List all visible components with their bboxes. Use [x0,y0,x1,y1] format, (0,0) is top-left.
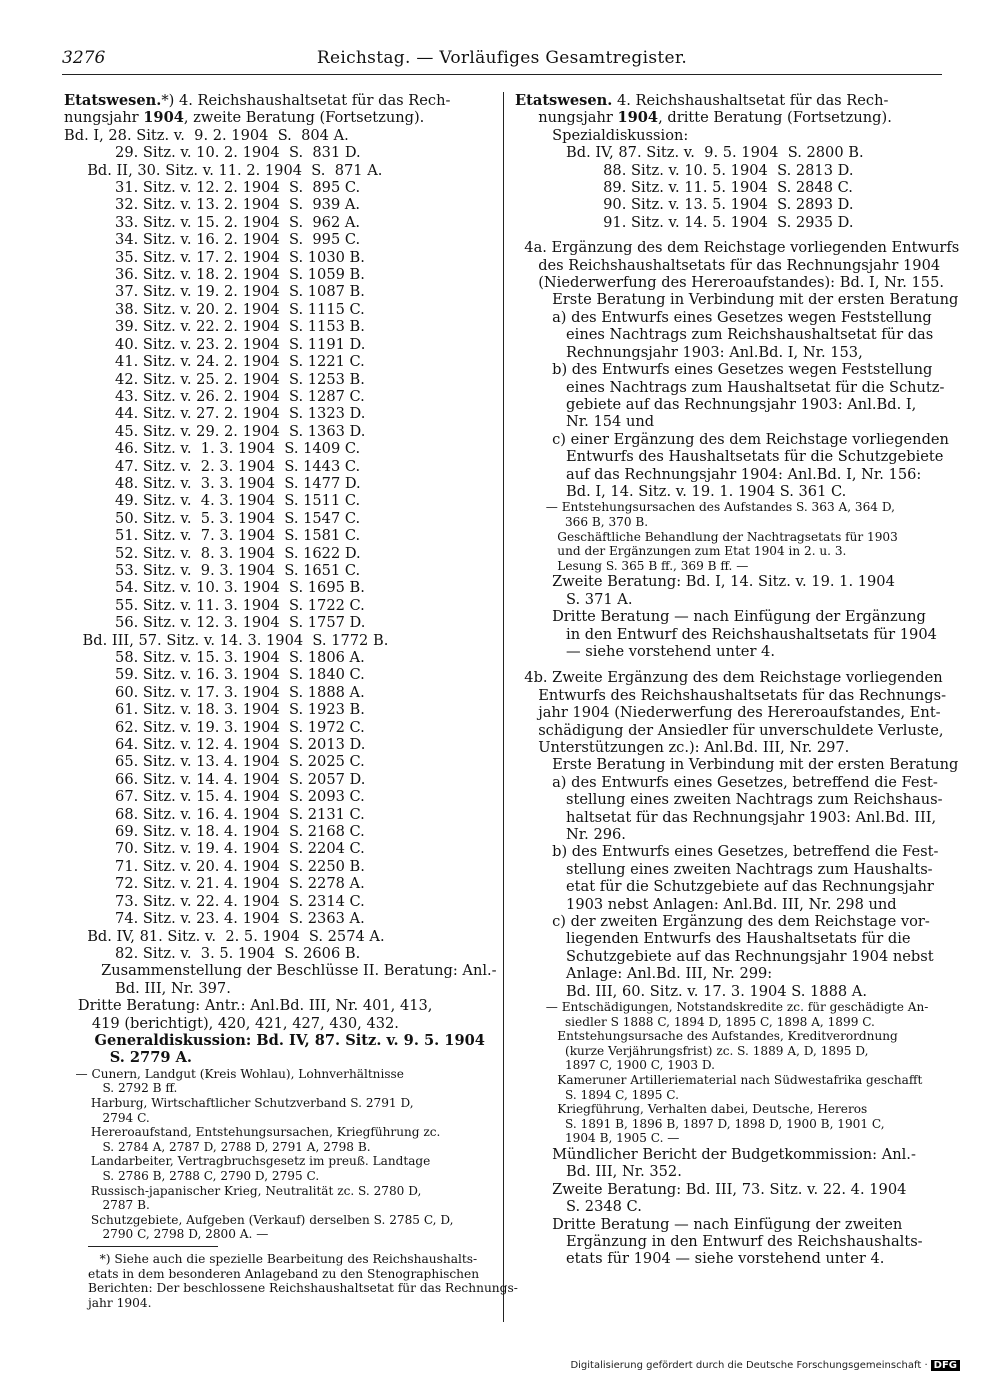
session-line: 74. Sitz. v. 23. 4. 1904 S. 2363 A. [64,910,365,928]
text-line: Zweite Beratung: Bd. I, 14. Sitz. v. 19. 1. 1904 [515,573,895,591]
running-header [62,48,942,74]
entry-4b-beratungen [515,1146,942,1268]
text-line: S. 2348 C. [515,1198,642,1216]
subject-line: — Entstehungsursachen des Aufstandes S. 363 A, 364 D, [515,500,895,515]
session-list [64,127,494,963]
credit-text: Digitalisierung gefördert durch die Deutsche Forschungsgemeinschaft · [570,1360,928,1371]
entry-4b-subjects [515,1000,942,1146]
subject-line: Geschäftliche Behandlung der Nachtragsetats für 1903 [515,529,898,544]
footnote [88,1252,518,1310]
session-line: 67. Sitz. v. 15. 4. 1904 S. 2093 C. [64,788,365,806]
page-number: 3276 [62,48,106,68]
subject-line: 366 B, 370 B. [515,514,649,529]
session-line: 55. Sitz. v. 11. 3. 1904 S. 1722 C. [64,596,365,614]
subject-line: — Cunern, Landgut (Kreis Wohlau), Lohnverhältnisse [64,1066,404,1081]
session-line: 42. Sitz. v. 25. 2. 1904 S. 1253 B. [64,370,365,388]
text-line: in den Entwurf des Reichshaushaltsetats für 1904 [515,625,937,643]
text-line: 419 (berichtigt), 420, 421, 427, 430, 432. [64,1014,399,1032]
session-line: 47. Sitz. v. 2. 3. 1904 S. 1443 C. [64,457,361,475]
session-line: 65. Sitz. v. 13. 4. 1904 S. 2025 C. [64,753,365,771]
text-line: a) des Entwurfs eines Gesetzes, betreffend die Fest- [515,773,938,791]
subject-line: Landarbeiter, Vertragbruchsgesetz im preuß. Landtage [64,1154,431,1169]
session-line: 69. Sitz. v. 18. 4. 1904 S. 2168 C. [64,823,365,841]
dfg-logo: DFG [931,1360,960,1371]
text-line: b) des Entwurfs eines Gesetzes, betreffend die Fest- [515,843,939,861]
text-line: stellung eines zweiten Nachtrags zum Haushalts- [515,860,933,878]
subject-line: Hereroaufstand, Entstehungsursachen, Kriegführung zc. [64,1125,441,1140]
heading-year: 1904 [143,109,184,127]
session-line: 29. Sitz. v. 10. 2. 1904 S. 831 D. [64,144,361,162]
session-line: 90. Sitz. v. 13. 5. 1904 S. 2893 D. [515,196,854,214]
subject-line: 1897 C, 1900 C, 1903 D. [515,1058,715,1073]
text-line: c) einer Ergänzung des dem Reichstage vorliegenden [515,430,949,448]
text-line: Rechnungsjahr 1903: Anl.Bd. I, Nr. 153, [515,343,863,361]
session-line: 58. Sitz. v. 15. 3. 1904 S. 1806 A. [64,649,365,666]
session-line: 70. Sitz. v. 19. 4. 1904 S. 2204 C. [64,840,365,858]
session-line: 50. Sitz. v. 5. 3. 1904 S. 1547 C. [64,509,361,527]
subject-line: Lesung S. 365 B ff., 369 B ff. — [515,558,749,573]
subject-line: Entstehungsursache des Aufstandes, Kreditverordnung [515,1029,898,1044]
text-line: Generaldiskussion: Bd. IV, 87. Sitz. v. 9. 5. 1904 [64,1031,485,1049]
session-line: 49. Sitz. v. 4. 3. 1904 S. 1511 C. [64,492,361,510]
text-line: S. 2779 A. [64,1049,193,1067]
text-line: Schutzgebiete auf das Rechnungsjahr 1904 nebst [515,947,934,965]
subject-line: 2790 C, 2798 D, 2800 A. — [64,1227,269,1242]
session-line: 53. Sitz. v. 9. 3. 1904 S. 1651 C. [64,561,361,579]
session-line: 43. Sitz. v. 26. 2. 1904 S. 1287 C. [64,387,365,405]
text-line: schädigung der Ansiedler für unverschuldete Verluste, [515,721,944,739]
text-line: 4b. Zweite Ergänzung des dem Reichstage vorliegenden [515,669,943,687]
text-line: Bd. III, Nr. 352. [515,1163,682,1181]
entry-4a [515,239,960,500]
subject-line: — Entschädigungen, Notstandskredite zc. für geschädigte An- [515,1000,929,1015]
text-line: Entwurfs des Haushaltsetats für die Schutzgebiete [515,448,944,466]
text-line: Unterstützungen zc.): Anl.Bd. III, Nr. 297. [515,738,850,756]
subject-line: Kriegführung, Verhalten dabei, Deutsche, Hereros [515,1102,868,1117]
text-line: Zusammenstellung der Beschlüsse II. Beratung: Anl.- [64,962,497,980]
session-line: 71. Sitz. v. 20. 4. 1904 S. 2250 B. [64,857,365,875]
session-line: 82. Sitz. v. 3. 5. 1904 S. 2606 B. [64,944,361,962]
subject-line: und der Ergänzungen zum Etat 1904 in 2. u. 3. [515,544,847,559]
footnote-line: etats in dem besonderen Anlageband zu den Stenographischen [88,1266,480,1281]
text-line: c) der zweiten Ergänzung des dem Reichstage vor- [515,913,930,931]
page-title: Reichstag. — Vorläufiges Gesamtregister. [316,48,688,68]
session-line: 37. Sitz. v. 19. 2. 1904 S. 1087 B. [64,283,365,301]
text-line: haltsetat für das Rechnungsjahr 1903: Anl.Bd. III, [515,808,937,826]
subject-index [64,1067,494,1242]
footnote-line: Berichten: Der beschlossene Reichshaushaltsetat für das Rechnungs- [88,1281,518,1296]
text-line: Dritte Beratung — nach Einfügung der Ergänzung [515,608,926,626]
text-line: stellung eines zweiten Nachtrags zum Reichshaus- [515,791,943,809]
text-line: Dritte Beratung — nach Einfügung der zweiten [515,1215,903,1233]
heading-text: , zweite Beratung (Fortsetzung). [183,109,425,127]
footnote-line: jahr 1904. [88,1295,152,1310]
text-line: Erste Beratung in Verbindung mit der ersten Beratung [515,291,959,309]
text-line: b) des Entwurfs eines Gesetzes wegen Feststellung [515,361,933,379]
text-line: Bd. III, 60. Sitz. v. 17. 3. 1904 S. 1888 A. [515,982,867,1000]
footnote-rule [88,1246,218,1247]
text-line: Dritte Beratung: Antr.: Anl.Bd. III, Nr. 401, 413, [64,997,433,1015]
session-line: 51. Sitz. v. 7. 3. 1904 S. 1581 C. [64,527,361,545]
session-line: 73. Sitz. v. 22. 4. 1904 S. 2314 C. [64,892,365,910]
session-line: 48. Sitz. v. 3. 3. 1904 S. 1477 D. [64,474,361,492]
session-line: 89. Sitz. v. 11. 5. 1904 S. 2848 C. [515,179,853,197]
dritte-beratung-entry [64,997,494,1032]
session-line: 56. Sitz. v. 12. 3. 1904 S. 1757 D. [64,614,366,632]
text-line: Nr. 154 und [515,413,655,431]
session-line: 88. Sitz. v. 10. 5. 1904 S. 2813 D. [515,161,854,179]
spezialdiskussion-label: Spezialdiskussion: [515,126,689,144]
digitization-credit [570,1360,960,1371]
text-line: jahr 1904 (Niederwerfung des Hereroaufstandes, Ent- [515,704,941,722]
session-line: 91. Sitz. v. 14. 5. 1904 S. 2935 D. [515,213,854,231]
session-line: 36. Sitz. v. 18. 2. 1904 S. 1059 B. [64,266,365,284]
section-heading: Etatswesen. [64,92,162,109]
text-line: Bd. I, 14. Sitz. v. 19. 1. 1904 S. 361 C. [515,482,847,500]
text-line: — siehe vorstehend unter 4. [515,642,775,660]
heading-year: 1904 [617,109,659,127]
session-line: Bd. I, 28. Sitz. v. 9. 2. 1904 S. 804 A. [64,126,349,144]
session-line: 66. Sitz. v. 14. 4. 1904 S. 2057 D. [64,770,366,788]
session-line: Bd. IV, 81. Sitz. v. 2. 5. 1904 S. 2574 A. [64,927,385,945]
entry-4a-subjects [515,500,942,573]
session-line: 72. Sitz. v. 21. 4. 1904 S. 2278 A. [64,875,365,893]
text-line: auf das Rechnungsjahr 1904: Anl.Bd. I, Nr. 156: [515,465,922,483]
session-line: 61. Sitz. v. 18. 3. 1904 S. 1923 B. [64,701,365,719]
session-line: 52. Sitz. v. 8. 3. 1904 S. 1622 D. [64,544,361,562]
session-line: 46. Sitz. v. 1. 3. 1904 S. 1409 C. [64,440,361,458]
text-line: Erste Beratung in Verbindung mit der ersten Beratung [515,756,959,774]
subject-line: Kameruner Artilleriematerial nach Südwestafrika geschafft [515,1073,923,1088]
session-line: 44. Sitz. v. 27. 2. 1904 S. 1323 D. [64,405,366,423]
right-heading-line2 [515,109,942,126]
subject-line: 1904 B, 1905 C. — [515,1131,680,1146]
subject-line: Russisch-japanischer Krieg, Neutralität zc. S. 2780 D, [64,1183,422,1198]
subject-line: S. 2786 B, 2788 C, 2790 D, 2795 C. [64,1168,320,1183]
entry-4a-beratungen [515,573,942,660]
session-line: 31. Sitz. v. 12. 2. 1904 S. 895 C. [64,179,361,197]
subject-line: siedler S 1888 C, 1894 D, 1895 C, 1898 A, 1899 C. [515,1014,875,1029]
subject-line: 2794 C. [64,1110,150,1125]
heading-text: , dritte Beratung (Fortsetzung). [658,109,892,127]
text-line: Entwurfs des Reichshaushaltsetats für das Rechnungs- [515,686,947,704]
text-line: etats für 1904 — siehe vorstehend unter 4. [515,1250,885,1268]
text-line: S. 371 A. [515,590,633,608]
heading-text: 4. Reichshaushaltsetat für das Rech- [174,92,451,109]
text-line: Zweite Beratung: Bd. III, 73. Sitz. v. 22. 4. 1904 [515,1180,907,1198]
text-line: des Reichshaushaltsetats für das Rechnungsjahr 1904 [515,256,941,274]
text-line: liegenden Entwurfs des Haushaltsetats für die [515,930,911,948]
subject-line: Schutzgebiete, Aufgeben (Verkauf) derselben S. 2785 C, D, [64,1212,454,1227]
right-heading [515,92,942,109]
text-line: etat für die Schutzgebiete auf das Rechnungsjahr [515,878,934,896]
session-line: 38. Sitz. v. 20. 2. 1904 S. 1115 C. [64,300,365,318]
session-line: 41. Sitz. v. 24. 2. 1904 S. 1221 C. [64,353,365,371]
footnote-mark: *) [161,92,175,109]
text-line: Anlage: Anl.Bd. III, Nr. 299: [515,965,773,983]
session-line: 39. Sitz. v. 22. 2. 1904 S. 1153 B. [64,318,365,336]
left-column [64,92,497,1242]
subject-line: S. 1894 C, 1895 C. [515,1087,679,1102]
session-line: 40. Sitz. v. 23. 2. 1904 S. 1191 D. [64,335,366,353]
session-line: 35. Sitz. v. 17. 2. 1904 S. 1030 B. [64,248,365,266]
subject-line: S. 2792 B ff. [64,1081,178,1096]
session-line: 54. Sitz. v. 10. 3. 1904 S. 1695 B. [64,579,365,597]
session-line: 33. Sitz. v. 15. 2. 1904 S. 962 A. [64,213,361,231]
session-line: 45. Sitz. v. 29. 2. 1904 S. 1363 D. [64,422,366,440]
session-line: 64. Sitz. v. 12. 4. 1904 S. 2013 D. [64,736,366,754]
session-line: 32. Sitz. v. 13. 2. 1904 S. 939 A. [64,196,361,214]
text-line: 4a. Ergänzung des dem Reichstage vorliegenden Entwurfs [515,239,960,257]
column-divider [503,92,504,1322]
text-line: eines Nachtrags zum Reichshaushaltsetat für das [515,326,934,344]
section-heading: Etatswesen. [515,92,613,109]
heading-text: nungsjahr [64,109,144,127]
session-line: 59. Sitz. v. 16. 3. 1904 S. 1840 C. [64,666,365,684]
session-line: Bd. III, 57. Sitz. v. 14. 3. 1904 S. 1772 B. [64,631,389,649]
text-line: eines Nachtrags zum Haushaltsetat für die Schutz- [515,378,945,396]
footnote-line: *) Siehe auch die spezielle Bearbeitung des Reichshaushalts- [88,1252,478,1266]
text-line: Ergänzung in den Entwurf des Reichshaushalts- [515,1233,923,1251]
session-line: 34. Sitz. v. 16. 2. 1904 S. 995 C. [64,231,361,249]
text-line: Nr. 296. [515,826,626,843]
generaldiskussion-entry [64,1032,494,1067]
text-line: gebiete auf das Rechnungsjahr 1903: Anl.Bd. I, [515,395,917,413]
heading-text: nungsjahr [515,109,618,127]
heading-text: 4. Reichshaushaltsetat für das Rech- [612,92,889,109]
session-line: Bd. IV, 87. Sitz. v. 9. 5. 1904 S. 2800 B. [515,144,864,162]
session-line: 62. Sitz. v. 19. 3. 1904 S. 1972 C. [64,718,365,736]
subject-line: (kurze Verjährungsfrist) zc. S. 1889 A, D, 1895 D, [515,1043,869,1058]
session-line: Bd. II, 30. Sitz. v. 11. 2. 1904 S. 871 A. [64,161,383,179]
text-line: 1903 nebst Anlagen: Anl.Bd. III, Nr. 298 und [515,895,897,913]
session-list [515,144,942,231]
text-line: Bd. III, Nr. 397. [64,979,231,997]
text-line: (Niederwerfung des Hereroaufstandes): Bd. I, Nr. 155. [515,274,945,292]
right-column [515,92,960,1268]
left-heading-line2 [64,109,494,126]
session-line: 60. Sitz. v. 17. 3. 1904 S. 1888 A. [64,683,365,701]
text-line: Mündlicher Bericht der Budgetkommission: Anl.- [515,1146,916,1163]
subject-line: Harburg, Wirtschaftlicher Schutzverband S. 2791 D, [64,1095,414,1110]
session-line: 68. Sitz. v. 16. 4. 1904 S. 2131 C. [64,805,365,823]
zusammenstellung-entry [64,962,497,997]
left-heading [64,92,494,109]
subject-line: S. 1891 B, 1896 B, 1897 D, 1898 D, 1900 B, 1901 C, [515,1116,885,1131]
subject-line: 2787 B. [64,1198,150,1213]
header-rule [62,74,942,75]
entry-4b [515,669,959,1000]
text-line: a) des Entwurfs eines Gesetzes wegen Feststellung [515,308,932,326]
subject-line: S. 2784 A, 2787 D, 2788 D, 2791 A, 2798 B. [64,1139,371,1154]
